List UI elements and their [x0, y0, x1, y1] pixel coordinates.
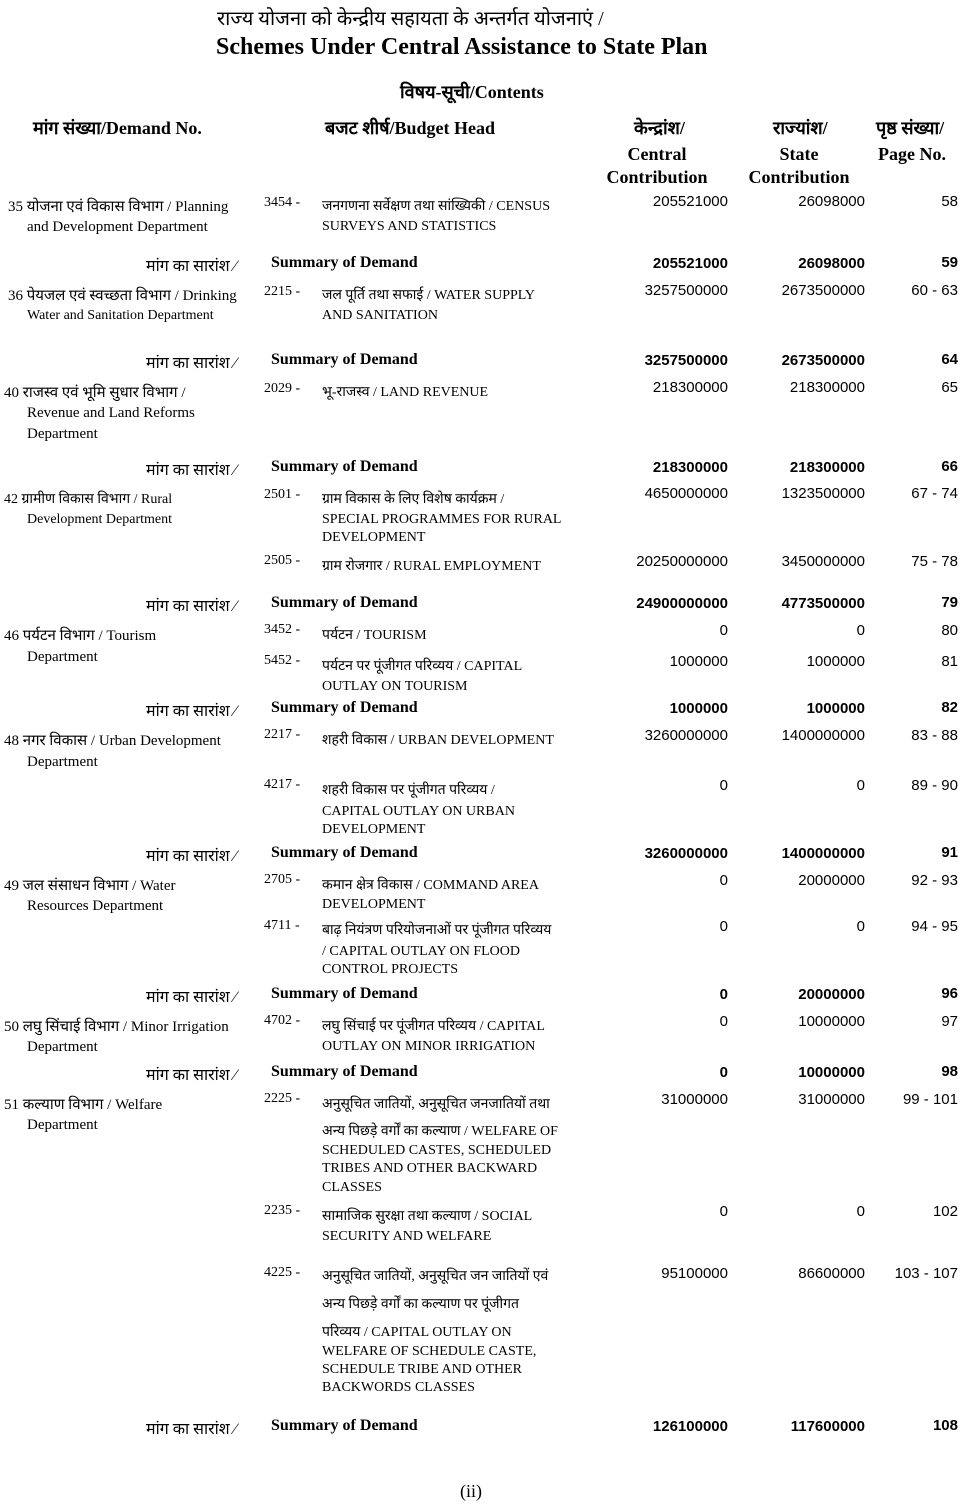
page-number: 81: [941, 653, 958, 670]
central-amount: 0: [719, 1013, 728, 1030]
central-amount: 0: [719, 622, 728, 639]
dept-name-cont: Water and Sanitation Department: [27, 308, 214, 323]
summary-state: 117600000: [790, 1418, 865, 1435]
summary-page: 79: [941, 594, 958, 611]
central-amount: 0: [719, 1203, 728, 1220]
head-name: सामाजिक सुरक्षा तथा कल्याण / SOCIAL: [322, 1209, 533, 1224]
head-name-cont: CONTROL PROJECTS: [322, 962, 459, 977]
dept-name-cont: Development Department: [27, 512, 173, 527]
col-state-en2: Contribution: [748, 167, 850, 187]
page-number: 92 - 93: [911, 872, 958, 889]
summary-central: 205521000: [652, 255, 728, 272]
dept-name-cont: Department: [27, 1117, 98, 1133]
page-number: 97: [941, 1013, 958, 1030]
dept-name: 50 लघु सिंचाई विभाग / Minor Irrigation: [4, 1019, 229, 1035]
head-code: 5452 -: [264, 653, 301, 668]
page-footer-number: (ii): [460, 1481, 482, 1501]
summary-page: 82: [941, 699, 958, 716]
central-amount: 95100000: [661, 1265, 728, 1282]
summary-label-hindi: मांग का सारांश ⁄: [146, 703, 237, 720]
head-name: कमान क्षेत्र विकास / COMMAND AREA: [322, 878, 539, 893]
dept-name: 36 पेयजल एवं स्वच्छता विभाग / Drinking: [8, 288, 237, 304]
dept-name-cont: Resources Department: [27, 898, 164, 914]
page-number: 67 - 74: [911, 485, 958, 502]
state-amount: 0: [856, 777, 865, 794]
summary-central: 1000000: [669, 700, 728, 717]
summary-state: 10000000: [798, 1064, 865, 1081]
head-code: 4702 -: [264, 1013, 301, 1028]
head-name-cont: परिव्यय / CAPITAL OUTLAY ON: [322, 1325, 512, 1340]
dept-name: 49 जल संसाधन विभाग / Water: [4, 878, 176, 894]
state-amount: 218300000: [789, 379, 865, 396]
head-code: 2217 -: [264, 727, 301, 742]
summary-label: Summary of Demand: [271, 254, 418, 271]
head-name-cont: SCHEDULE TRIBE AND OTHER: [322, 1362, 523, 1377]
dept-name-cont: Department: [27, 754, 98, 770]
page-number: 80: [941, 622, 958, 639]
central-amount: 31000000: [661, 1091, 728, 1108]
summary-label: Summary of Demand: [271, 351, 418, 368]
col-central-hindi: केन्द्रांश/: [634, 118, 685, 138]
summary-label: Summary of Demand: [271, 985, 418, 1002]
head-name-cont: OUTLAY ON MINOR IRRIGATION: [322, 1039, 536, 1054]
head-name-cont: अन्य पिछड़े वर्गों का कल्याण / WELFARE OF: [322, 1124, 558, 1139]
summary-central: 3257500000: [644, 352, 728, 369]
dept-name: 35 योजना एवं विकास विभाग / Planning: [8, 199, 229, 215]
central-amount: 205521000: [652, 193, 728, 210]
col-central-en2: Contribution: [606, 167, 708, 187]
head-name-cont: SPECIAL PROGRAMMES FOR RURAL: [322, 512, 562, 527]
page-number: 99 - 101: [902, 1091, 958, 1108]
central-amount: 0: [719, 777, 728, 794]
col-page-en: Page No.: [878, 144, 946, 164]
head-name: जनगणना सर्वेक्षण तथा सांख्यिकी / CENSUS: [322, 199, 550, 214]
title-hindi: राज्य योजना को केन्द्रीय सहायता के अन्तर्गत योजनाएं /: [217, 8, 604, 30]
summary-central: 24900000000: [636, 595, 728, 612]
head-code: 2225 -: [264, 1091, 301, 1106]
central-amount: 1000000: [669, 653, 728, 670]
head-name-cont: CAPITAL OUTLAY ON URBAN: [322, 804, 515, 819]
state-amount: 0: [856, 918, 865, 935]
summary-label: Summary of Demand: [271, 458, 418, 475]
summary-state: 1000000: [806, 700, 865, 717]
summary-label-hindi: मांग का सारांश ⁄: [146, 848, 237, 865]
page-number: 75 - 78: [911, 553, 958, 570]
state-amount: 31000000: [798, 1091, 865, 1108]
state-amount: 1000000: [806, 653, 865, 670]
head-name: लघु सिंचाई पर पूंजीगत परिव्यय / CAPITAL: [322, 1019, 545, 1034]
head-name-cont: TRIBES AND OTHER BACKWARD: [322, 1161, 538, 1176]
dept-name: 46 पर्यटन विभाग / Tourism: [4, 628, 157, 644]
summary-page: 66: [941, 458, 958, 475]
central-amount: 3260000000: [644, 727, 728, 744]
summary-state: 26098000: [798, 255, 865, 272]
head-code: 2029 -: [264, 381, 301, 396]
summary-central: 0: [719, 986, 728, 1003]
head-code: 2215 -: [264, 284, 301, 299]
contents-heading: विषय-सूची/Contents: [400, 82, 544, 102]
summary-label: Summary of Demand: [271, 594, 418, 611]
col-state-en1: State: [779, 144, 819, 164]
central-amount: 20250000000: [636, 553, 728, 570]
head-name: जल पूर्ति तथा सफाई / WATER SUPPLY: [322, 288, 536, 303]
col-central-en1: Central: [627, 144, 687, 164]
summary-state: 1400000000: [781, 845, 865, 862]
dept-name: 40 राजस्व एवं भूमि सुधार विभाग /: [4, 385, 186, 401]
summary-label-hindi: मांग का सारांश ⁄: [146, 355, 237, 372]
state-amount: 86600000: [798, 1265, 865, 1282]
head-code: 2235 -: [264, 1203, 301, 1218]
head-name: पर्यटन पर पूंजीगत परिव्यय / CAPITAL: [322, 659, 523, 674]
central-amount: 0: [719, 872, 728, 889]
head-name-cont: अन्य पिछड़े वर्गों का कल्याण पर पूंजीगत: [322, 1297, 520, 1312]
summary-state: 4773500000: [781, 595, 865, 612]
state-amount: 0: [856, 1203, 865, 1220]
summary-label-hindi: मांग का सारांश ⁄: [146, 258, 237, 275]
head-code: 4225 -: [264, 1265, 301, 1280]
head-name-cont: / CAPITAL OUTLAY ON FLOOD: [322, 944, 520, 959]
state-amount: 10000000: [798, 1013, 865, 1030]
page-number: 94 - 95: [911, 918, 958, 935]
head-name-cont: SURVEYS AND STATISTICS: [322, 219, 497, 234]
page-number: 60 - 63: [911, 282, 958, 299]
summary-page: 59: [941, 254, 958, 271]
head-name: शहरी विकास पर पूंजीगत परिव्यय /: [322, 783, 495, 798]
central-amount: 4650000000: [644, 485, 728, 502]
head-code: 2505 -: [264, 553, 301, 568]
summary-label-hindi: मांग का सारांश ⁄: [146, 989, 237, 1006]
dept-name-cont: Department: [27, 426, 98, 442]
head-code: 3454 -: [264, 195, 301, 210]
head-name: अनुसूचित जातियों, अनुसूचित जनजातियों तथा: [322, 1097, 550, 1112]
summary-page: 96: [941, 985, 958, 1002]
dept-name-cont: Department: [27, 649, 98, 665]
central-amount: 218300000: [652, 379, 728, 396]
summary-central: 218300000: [652, 459, 728, 476]
head-code: 4217 -: [264, 777, 301, 792]
head-name: बाढ़ नियंत्रण परियोजनाओं पर पूंजीगत परिव्यय: [322, 923, 552, 938]
dept-name: 51 कल्याण विभाग / Welfare: [4, 1097, 163, 1113]
head-name: शहरी विकास / URBAN DEVELOPMENT: [322, 733, 554, 748]
head-name-cont: BACKWORDS CLASSES: [322, 1380, 475, 1395]
head-name-cont: DEVELOPMENT: [322, 822, 426, 837]
head-name: ग्राम रोजगार / RURAL EMPLOYMENT: [322, 559, 541, 574]
summary-central: 3260000000: [644, 845, 728, 862]
page-number: 103 - 107: [894, 1265, 958, 1282]
summary-page: 64: [941, 351, 958, 368]
head-name-cont: SECURITY AND WELFARE: [322, 1229, 492, 1244]
state-amount: 3450000000: [781, 553, 865, 570]
page-number: 89 - 90: [911, 777, 958, 794]
state-amount: 1323500000: [781, 485, 865, 502]
head-name-cont: CLASSES: [322, 1180, 382, 1195]
col-state-hindi: राज्यांश/: [773, 118, 828, 138]
col-budget-header: बजट शीर्ष/Budget Head: [325, 118, 496, 138]
page-title: Schemes Under Central Assistance to State Plan: [216, 34, 708, 60]
page-number: 65: [941, 379, 958, 396]
summary-label: Summary of Demand: [271, 1417, 418, 1434]
col-page-hindi: पृष्ठ संख्या/: [876, 118, 945, 138]
page-number: 102: [932, 1203, 958, 1220]
summary-page: 98: [941, 1063, 958, 1080]
summary-label: Summary of Demand: [271, 844, 418, 861]
col-demand-header: मांग संख्या/Demand No.: [33, 118, 202, 138]
head-name: पर्यटन / TOURISM: [322, 628, 427, 643]
head-name-cont: WELFARE OF SCHEDULE CASTE,: [322, 1344, 537, 1359]
head-code: 3452 -: [264, 622, 301, 637]
head-name: अनुसूचित जातियों, अनुसूचित जन जातियों एवं: [322, 1269, 549, 1284]
state-amount: 1400000000: [781, 727, 865, 744]
state-amount: 2673500000: [781, 282, 865, 299]
summary-label-hindi: मांग का सारांश ⁄: [146, 462, 237, 479]
summary-page: 108: [932, 1417, 958, 1434]
head-code: 2501 -: [264, 487, 301, 502]
head-code: 2705 -: [264, 872, 301, 887]
summary-label: Summary of Demand: [271, 1063, 418, 1080]
summary-page: 91: [941, 844, 958, 861]
state-amount: 26098000: [798, 193, 865, 210]
summary-label-hindi: मांग का सारांश ⁄: [146, 1067, 237, 1084]
head-name-cont: DEVELOPMENT: [322, 530, 426, 545]
dept-name: 48 नगर विकास / Urban Development: [4, 733, 221, 749]
head-name: ग्राम विकास के लिए विशेष कार्यक्रम /: [322, 492, 505, 507]
dept-name-cont: and Development Department: [27, 219, 208, 235]
summary-central: 126100000: [652, 1418, 728, 1435]
dept-name-cont: Department: [27, 1039, 98, 1055]
summary-state: 2673500000: [781, 352, 865, 369]
summary-state: 20000000: [798, 986, 865, 1003]
page-number: 83 - 88: [911, 727, 958, 744]
dept-name: 42 ग्रामीण विकास विभाग / Rural: [4, 492, 173, 507]
summary-label-hindi: मांग का सारांश ⁄: [146, 598, 237, 615]
state-amount: 20000000: [798, 872, 865, 889]
dept-name-cont: Revenue and Land Reforms: [27, 405, 195, 421]
summary-label-hindi: मांग का सारांश ⁄: [146, 1421, 237, 1438]
page-number: 58: [941, 193, 958, 210]
summary-state: 218300000: [789, 459, 865, 476]
summary-label: Summary of Demand: [271, 699, 418, 716]
state-amount: 0: [856, 622, 865, 639]
head-name-cont: DEVELOPMENT: [322, 897, 426, 912]
head-name-cont: SCHEDULED CASTES, SCHEDULED: [322, 1143, 552, 1158]
head-name: भू-राजस्व / LAND REVENUE: [322, 385, 489, 400]
head-name-cont: OUTLAY ON TOURISM: [322, 679, 468, 694]
head-code: 4711 -: [264, 918, 300, 933]
head-name-cont: AND SANITATION: [322, 308, 438, 323]
central-amount: 0: [719, 918, 728, 935]
central-amount: 3257500000: [644, 282, 728, 299]
summary-central: 0: [719, 1064, 728, 1081]
